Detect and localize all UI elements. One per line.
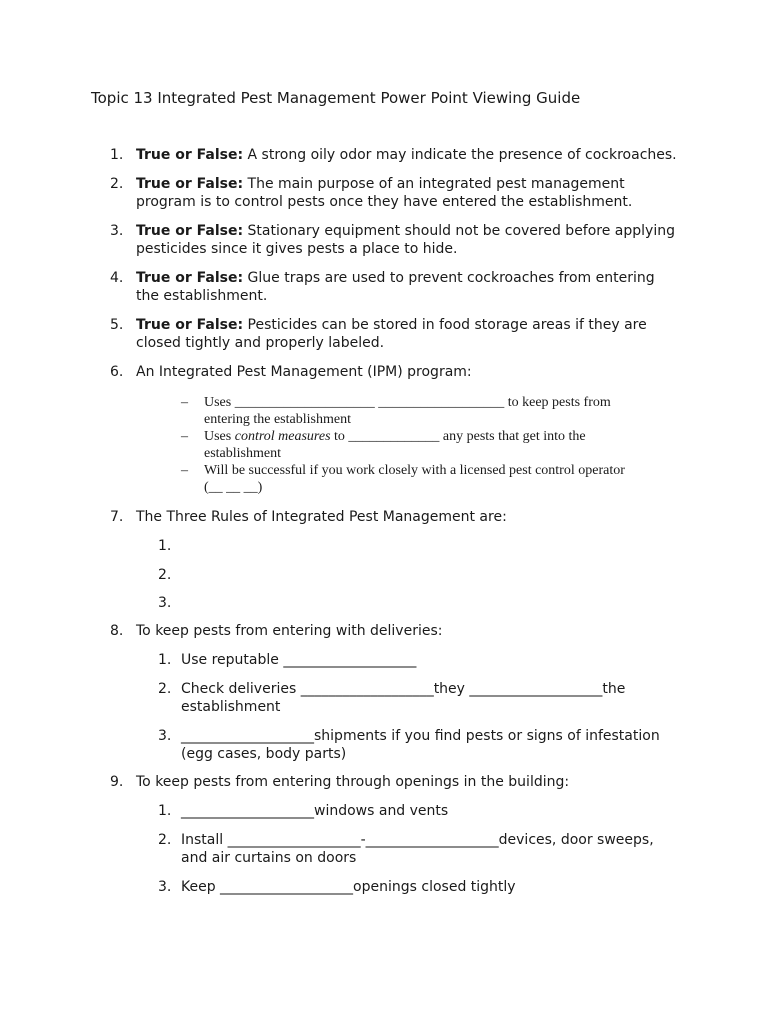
- question-text: An Integrated Pest Management (IPM) program:: [136, 364, 472, 380]
- sub-number: 2.: [158, 681, 172, 697]
- question-number: 6.: [110, 364, 124, 380]
- true-false-label: True or False:: [136, 270, 244, 286]
- bullet-text-prefix: Uses: [204, 429, 235, 444]
- question-text: To keep pests from entering with deliveries:: [136, 623, 443, 639]
- bullet-text: Uses ____________________ __________________ to keep pests from entering the establishment: [204, 395, 611, 427]
- dash-bullet: –: [181, 463, 188, 478]
- sub-number: 3.: [158, 595, 172, 611]
- question-text: Glue traps are used to prevent cockroaches from entering the establishment.: [136, 270, 655, 304]
- bullet-text-italic: control measures: [234, 429, 331, 444]
- question-number: 2.: [110, 176, 124, 192]
- sub-text: Keep ___________________openings closed tightly: [181, 879, 516, 895]
- sub-number: 2.: [158, 567, 172, 583]
- sub-text: Install ___________________-___________________devices, door sweeps, and air curtains on doors: [181, 832, 654, 866]
- question-text: A strong oily odor may indicate the presence of cockroaches.: [243, 147, 677, 163]
- sub-text: Check deliveries ___________________they ___________________the establishment: [181, 681, 626, 715]
- true-false-label: True or False:: [136, 176, 244, 192]
- question-text: The Three Rules of Integrated Pest Management are:: [136, 509, 507, 525]
- sub-number: 2.: [158, 832, 172, 848]
- question-number: 1.: [110, 147, 124, 163]
- bullet-text: Will be successful if you work closely with a licensed pest control operator (__ __ __): [204, 463, 625, 495]
- question-text: To keep pests from entering through openings in the building:: [136, 774, 570, 790]
- sub-text: ___________________windows and vents: [181, 803, 449, 819]
- question-number: 5.: [110, 317, 124, 333]
- question-text: Pesticides can be stored in food storage areas if they are closed tightly and properly labeled.: [136, 317, 647, 351]
- question-number: 7.: [110, 509, 124, 525]
- dash-bullet: –: [181, 395, 188, 410]
- question-number: 4.: [110, 270, 124, 286]
- question-number: 8.: [110, 623, 124, 639]
- question-text: Stationary equipment should not be covered before applying pesticides since it gives pests a place to hide.: [136, 223, 675, 257]
- sub-number: 1.: [158, 538, 172, 554]
- sub-number: 1.: [158, 652, 172, 668]
- question-text: The main purpose of an integrated pest management program is to control pests once they have entered the establishment.: [136, 176, 633, 210]
- question-number: 3.: [110, 223, 124, 239]
- bullet-text-suffix: to _____________ any pests that get into the establishment: [204, 429, 586, 461]
- sub-number: 1.: [158, 803, 172, 819]
- sub-text: Use reputable ___________________: [181, 652, 417, 668]
- dash-bullet: –: [181, 429, 188, 444]
- sub-number: 3.: [158, 879, 172, 895]
- sub-text: ___________________shipments if you find pests or signs of infestation (egg cases, body parts): [181, 728, 660, 762]
- true-false-label: True or False:: [136, 147, 244, 163]
- true-false-label: True or False:: [136, 317, 244, 333]
- question-number: 9.: [110, 774, 124, 790]
- page-title: Topic 13 Integrated Pest Management Power Point Viewing Guide: [91, 89, 581, 107]
- sub-number: 3.: [158, 728, 172, 744]
- true-false-label: True or False:: [136, 223, 244, 239]
